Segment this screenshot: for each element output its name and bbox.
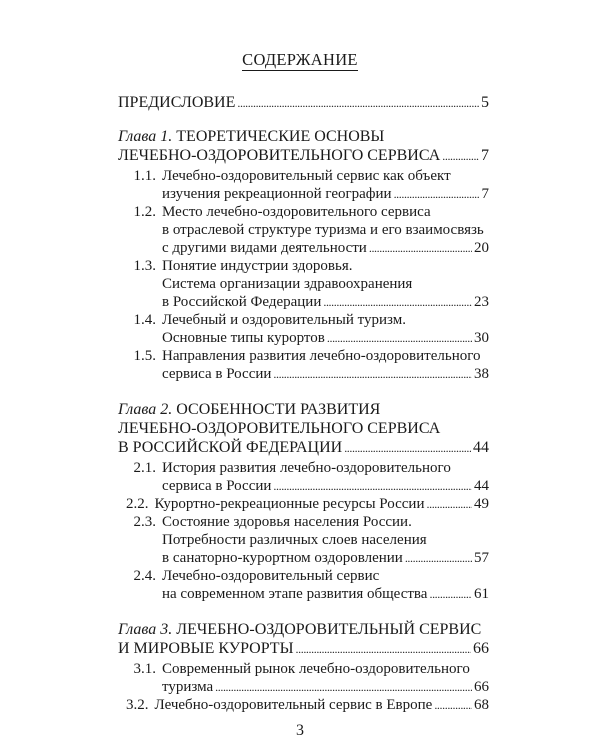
section-entry-cont [162,531,489,549]
section-number: 2.4. [133,568,156,584]
section-title: сервиса в России [162,478,272,494]
section-title: в Российской Федерации [162,294,322,310]
section-title: Лечебный и оздоровительный туризм. [162,312,407,328]
section-entry [126,257,489,275]
section-entry [126,567,489,585]
page-ref: 7 [481,186,489,202]
chapter-title: И МИРОВЫЕ КУРОРТЫ [118,640,294,657]
section-title: туризма [162,679,214,695]
section-entry-cont [162,678,489,696]
chapter-1-heading-line2 [118,147,489,165]
dot-leader [215,678,472,696]
page-ref: 68 [474,697,489,713]
section-title: Направления развития лечебно-оздоровительного [162,348,481,364]
chapter-title: ЛЕЧЕБНО-ОЗДОРОВИТЕЛЬНОГО СЕРВИСА [118,420,441,437]
dot-leader [323,293,472,311]
chapter-prefix: Глава 2. [118,401,173,418]
chapter-2-heading-line2 [118,420,489,438]
section-entry-cont [162,275,489,293]
section-entry [126,660,489,678]
dot-leader [434,696,472,714]
section-title: Место лечебно-оздоровительного сервиса [162,204,431,220]
page-number: 3 [296,722,304,739]
chapter-title: В РОССИЙСКОЙ ФЕДЕРАЦИИ [118,439,343,456]
dot-leader [405,549,472,567]
section-entry [126,347,489,365]
section-entry-cont [162,365,489,383]
section-title: сервиса в России [162,366,272,382]
dot-leader [237,94,479,112]
dot-leader [344,439,471,457]
section-title: изучения рекреационной географии [162,186,392,202]
dot-leader [273,365,472,383]
section-entry-cont [162,549,489,567]
toc-entry-preface [118,94,489,112]
page-ref: 38 [474,366,489,382]
section-title: История развития лечебно-оздоровительного [162,460,451,476]
page-ref: 44 [474,478,489,494]
dot-leader [429,585,472,603]
page-ref: 66 [474,679,489,695]
section-entry-cont [162,477,489,495]
page-ref: 5 [481,94,489,111]
chapter-prefix: Глава 1. [118,128,173,145]
dot-leader [394,185,480,203]
section-entry-cont [162,293,489,311]
chapter-title: ОСОБЕННОСТИ РАЗВИТИЯ [176,401,381,418]
chapter-title: ЛЕЧЕБНО-ОЗДОРОВИТЕЛЬНЫЙ СЕРВИС [176,621,482,638]
section-entry-cont [162,329,489,347]
section-entry [126,495,489,513]
section-number: 1.4. [133,312,156,328]
section-entry [126,696,489,714]
section-title: Лечебно-оздоровительный сервис [162,568,380,584]
page-ref: 49 [474,496,489,512]
chapter-3-heading [118,621,489,639]
chapter-2-heading-line3 [118,439,489,457]
dot-leader [327,329,472,347]
section-title: Курортно-рекреационные ресурсы России [154,496,425,512]
dot-leader [296,640,471,658]
page-ref: 30 [474,330,489,346]
page-ref: 7 [481,147,489,164]
dot-leader [273,477,472,495]
page-ref: 20 [474,240,489,256]
section-entry-cont [162,239,489,257]
chapter-prefix: Глава 3. [118,621,173,638]
section-number: 2.3. [133,514,156,530]
section-title: Потребности различных слоев населения [162,532,427,548]
section-number: 3.2. [126,697,149,713]
section-title: на современном этапе развития общества [162,586,428,602]
dot-leader [369,239,472,257]
page-ref: 66 [473,640,489,657]
section-title: Состояние здоровья населения России. [162,514,412,530]
chapter-1-heading [118,128,489,146]
section-number: 1.5. [133,348,156,364]
section-title: с другими видами деятельности [162,240,367,256]
section-title: Система организации здравоохранения [162,276,413,292]
dot-leader [442,147,479,165]
preface-label: ПРЕДИСЛОВИЕ [118,94,236,111]
section-entry [126,203,489,221]
section-entry-cont [162,185,489,203]
toc-title: СОДЕРЖАНИЕ [242,50,358,69]
chapter-3-heading-line2 [118,640,489,658]
section-entry-cont [162,221,489,239]
section-entry [126,513,489,531]
section-number: 2.1. [133,460,156,476]
page-ref: 61 [474,586,489,602]
section-title: в отраслевой структуре туризма и его взаимосвязь [162,222,484,238]
section-title: в санаторно-курортном оздоровлении [162,550,403,566]
chapter-2-heading [118,401,489,419]
page-ref: 44 [473,439,489,456]
section-title: Современный рынок лечебно-оздоровительного [162,661,470,677]
page-ref: 57 [474,550,489,566]
section-entry [126,311,489,329]
chapter-title: ТЕОРЕТИЧЕСКИЕ ОСНОВЫ [176,128,385,145]
chapter-title: ЛЕЧЕБНО-ОЗДОРОВИТЕЛЬНОГО СЕРВИСА [118,147,441,164]
section-title: Основные типы курортов [162,330,325,346]
section-number: 3.1. [133,661,156,677]
section-title: Лечебно-оздоровительный сервис в Европе [154,697,433,713]
section-entry [126,459,489,477]
section-number: 1.2. [133,204,156,220]
section-number: 2.2. [126,496,149,512]
section-number: 1.3. [133,258,156,274]
section-number: 1.1. [133,168,156,184]
section-title: Понятие индустрии здоровья. [162,258,353,274]
section-title: Лечебно-оздоровительный сервис как объект [162,168,451,184]
section-entry [126,167,489,185]
section-entry-cont [162,585,489,603]
page-ref: 23 [474,294,489,310]
dot-leader [427,495,473,513]
